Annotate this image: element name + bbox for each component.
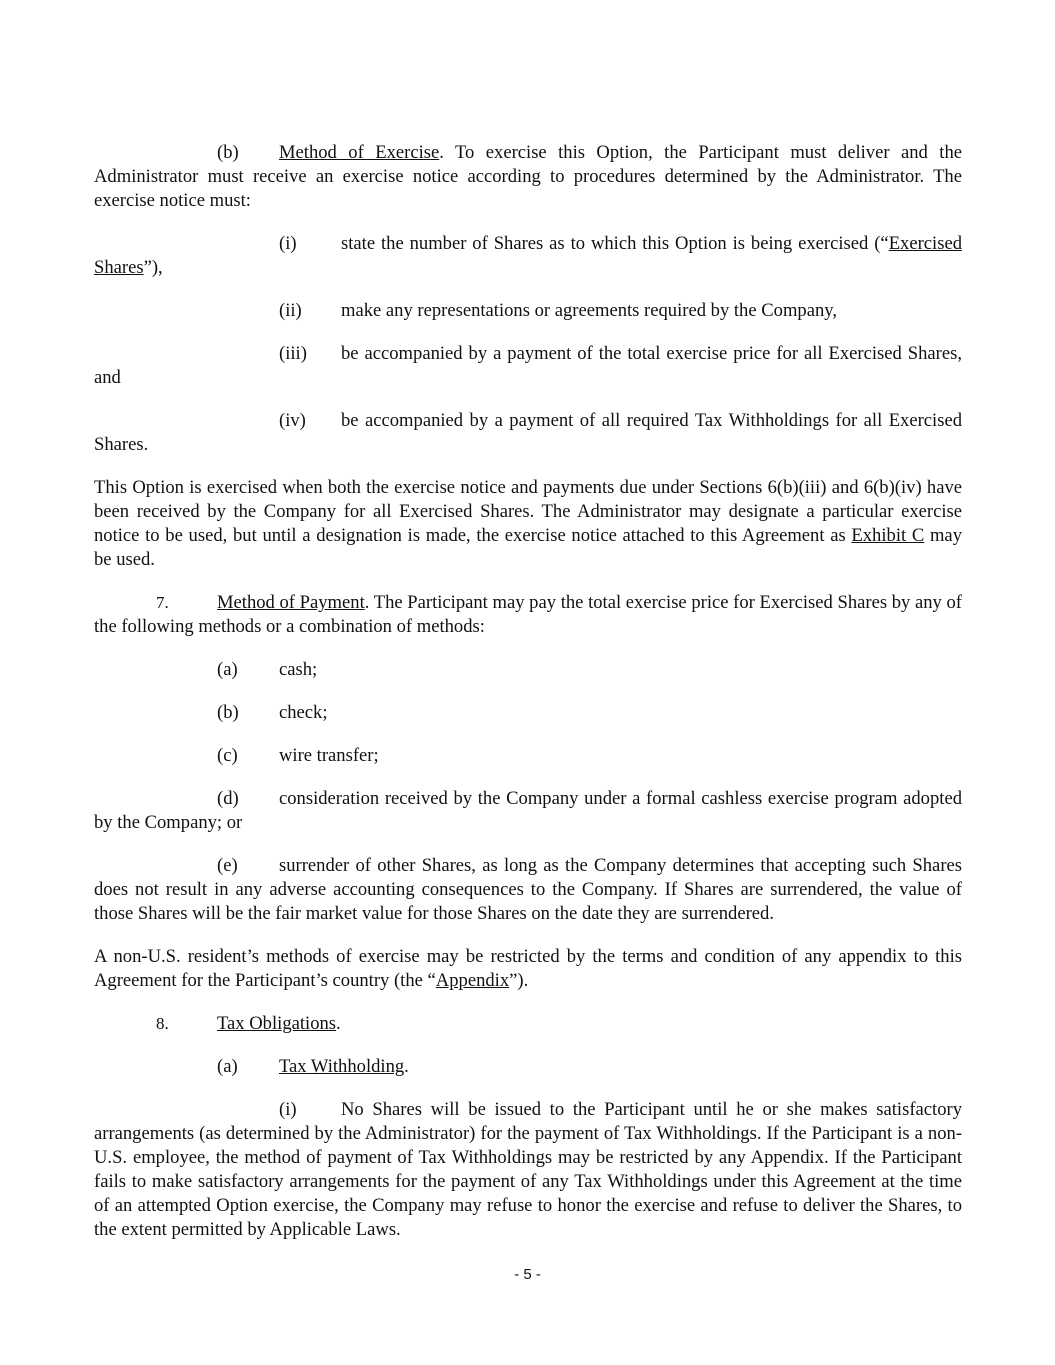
page-number: - 5 - [514, 1266, 541, 1283]
item-6b-iv-text: be accompanied by a payment of all required Tax Withholdings for all Exercised Shares. [94, 410, 962, 455]
section-6b-text: . To exercise this Option, the Participant must deliver and the Administrator must receive an exercise notice according to procedures determined by the Administrator. The exercise notice must: [94, 142, 962, 211]
closing-6-text: This Option is exercised when both the exercise notice and payments due under Sections 6(b)(iii) and 6(b)(iv) have been received by the Company for all Exercised Shares. The Administrator may designate a particular exercise notice to be used, but until a designation is made, the exercise notice attached to this Agreement as [94, 477, 962, 546]
item-7d [94, 787, 962, 835]
item-6b-ii [94, 299, 962, 323]
section-8ai-paragraph [94, 1098, 962, 1242]
section-8-heading: Tax Obligations [217, 1013, 337, 1034]
item-6b-ii-label: (ii) [279, 300, 302, 321]
item-6b-iii-label: (iii) [279, 343, 307, 364]
section-7-closing-paragraph [94, 945, 962, 993]
item-6b-iv [94, 409, 962, 457]
item-7c-label: (c) [217, 745, 238, 766]
item-7b-text: check; [279, 702, 328, 723]
document-body [94, 141, 962, 1242]
item-7c-text: wire transfer; [279, 745, 379, 766]
section-7-text: . The Participant may pay the total exercise price for Exercised Shares by any of the following methods or a combination of methods: [94, 592, 962, 637]
section-8a-heading-suffix: . [404, 1056, 409, 1077]
item-7b [94, 701, 962, 725]
item-6b-i [94, 232, 962, 280]
item-7d-label: (d) [217, 788, 239, 809]
section-7-number: 7. [156, 593, 169, 612]
item-6b-ii-text: make any representations or agreements required by the Company, [341, 300, 838, 321]
exhibit-c-reference: Exhibit C [851, 525, 925, 546]
item-7b-label: (b) [217, 702, 239, 723]
section-8-heading-suffix: . [336, 1013, 341, 1034]
item-6b-iii [94, 342, 962, 390]
item-6b-iii-text: be accompanied by a payment of the total exercise price for all Exercised Shares, and [94, 343, 962, 388]
section-8ai-label: (i) [279, 1099, 297, 1120]
section-6-closing-paragraph [94, 476, 962, 572]
item-7a [94, 658, 962, 682]
item-6b-i-text-end: ”), [143, 257, 163, 278]
closing-6-text-end: may be used. [94, 525, 962, 570]
section-8ai-text: No Shares will be issued to the Participant until he or she makes satisfactory arrangements (as determined by the Administrator) for the payment of Tax Withholdings. If the Participant is a non-U.S. employee, the method of payment of Tax Withholdings may be restricted by any Appendix. If the Participant fails to make satisfactory arrangements for the payment of any Tax Withholdings under this Agreement at the time of an attempted Option exercise, the Company may refuse to honor the exercise and refuse to deliver the Shares, to the extent permitted by Applicable Laws. [94, 1099, 962, 1240]
closing-7-text-end: ”). [509, 970, 529, 991]
closing-7-text: A non-U.S. resident’s methods of exercise may be restricted by the terms and condition of any appendix to this Agreement for the Participant’s country (the “ [94, 946, 962, 991]
item-7d-text: consideration received by the Company under a formal cashless exercise program adopted by the Company; or [94, 788, 962, 833]
item-7e [94, 854, 962, 926]
item-7e-label: (e) [217, 855, 238, 876]
item-7a-text: cash; [279, 659, 318, 680]
defined-term-appendix: Appendix [435, 970, 510, 991]
item-7a-label: (a) [217, 659, 238, 680]
section-8-heading-line [94, 1012, 962, 1036]
item-6b-i-label: (i) [279, 233, 297, 254]
section-6b-label: (b) [217, 142, 239, 163]
section-8a-heading-line [94, 1055, 962, 1079]
section-6b-heading: Method of Exercise [279, 142, 440, 163]
defined-term-exercised-shares: Exercised Shares [94, 233, 962, 278]
section-8a-label: (a) [217, 1056, 238, 1077]
section-6b-paragraph [94, 141, 962, 213]
section-7-paragraph [94, 591, 962, 639]
item-6b-iv-label: (iv) [279, 410, 306, 431]
item-7e-text: surrender of other Shares, as long as the Company determines that accepting such Shares does not result in any adverse accounting consequences to the Company. If Shares are surrendered, the value of those Shares will be the fair market value for those Shares on the date they are surrendered. [94, 855, 962, 924]
item-7c [94, 744, 962, 768]
section-8-number: 8. [156, 1014, 169, 1033]
section-7-heading: Method of Payment [217, 592, 365, 613]
section-8a-heading: Tax Withholding [279, 1056, 405, 1077]
item-6b-i-text: state the number of Shares as to which this Option is being exercised (“ [341, 233, 889, 254]
